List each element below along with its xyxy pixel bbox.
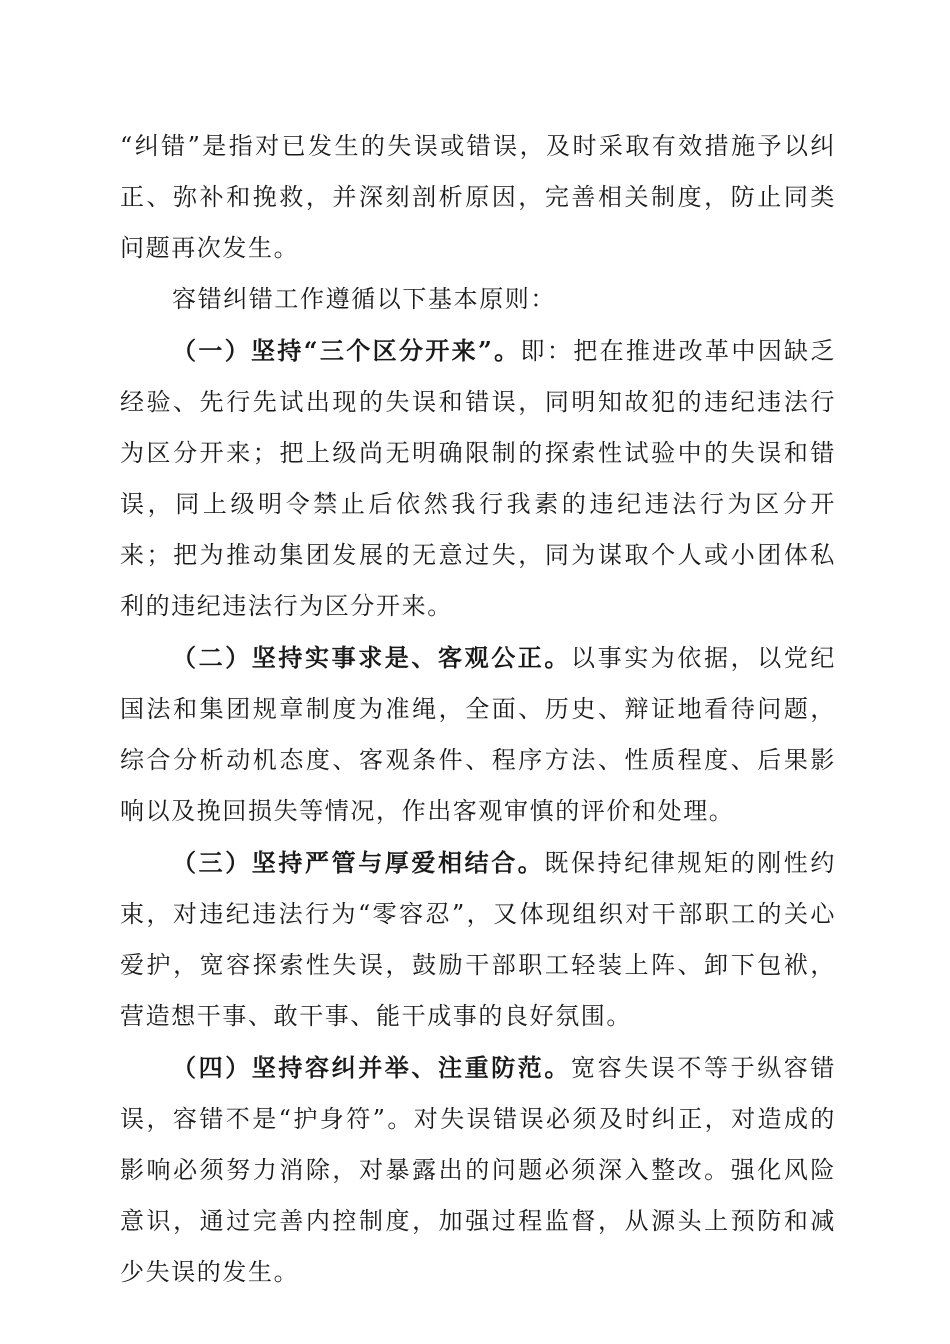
paragraph-text: 以事实为依据，以党纪国法和集团规章制度为准绳，全面、历史、辩证地看待问题，综合分析动机态度、客观条件、程序方法、性质程度、后果影响以及挽回损失等情况，作出客观审慎的评价和处理。 xyxy=(120,644,836,825)
paragraph-principle-4 xyxy=(120,1042,836,1298)
paragraph-principle-3 xyxy=(120,837,836,1042)
paragraph-text: 容错纠错工作遵循以下基本原则： xyxy=(172,285,556,313)
document-page xyxy=(120,121,836,1298)
paragraph-principle-2 xyxy=(120,632,836,837)
paragraph-text: 宽容失误不等于纵容错误，容错不是“护身符”。对失误错误必须及时纠正，对造成的影响必须努力消除，对暴露出的问题必须深入整改。强化风险意识，通过完善内控制度，加强过程监督，从源头上预防和减少失误的发生。 xyxy=(120,1054,836,1286)
paragraph-text: “纠错”是指对已发生的失误或错误，及时采取有效措施予以纠正、弥补和挽救，并深刻剖析原因，完善相关制度，防止同类问题再次发生。 xyxy=(120,132,836,262)
principle-heading: （二）坚持实事求是、客观公正。 xyxy=(172,643,571,672)
principle-heading: （三）坚持严管与厚爱相结合。 xyxy=(172,848,545,877)
paragraph-text: 既保持纪律规矩的刚性约束，对违纪违法行为“零容忍”，又体现组织对干部职工的关心爱护，宽容探索性失误，鼓励干部职工轻装上阵、卸下包袱，营造想干事、敢干事、能干成事的良好氛围。 xyxy=(120,849,836,1030)
principle-heading: （四）坚持容纠并举、注重防范。 xyxy=(172,1053,571,1082)
principle-heading: （一）坚持“三个区分开来”。 xyxy=(172,336,521,365)
paragraph-principles-intro xyxy=(120,274,836,325)
paragraph-correction-definition xyxy=(120,121,836,274)
paragraph-principle-1 xyxy=(120,325,836,632)
paragraph-text: 即：把在推进改革中因缺乏经验、先行先试出现的失误和错误，同明知故犯的违纪违法行为区分开来；把上级尚无明确限制的探索性试验中的失误和错误，同上级明令禁止后依然我行我素的违纪违法行为区分开来；把为推动集团发展的无意过失，同为谋取个人或小团体私利的违纪违法行为区分开来。 xyxy=(120,337,836,620)
